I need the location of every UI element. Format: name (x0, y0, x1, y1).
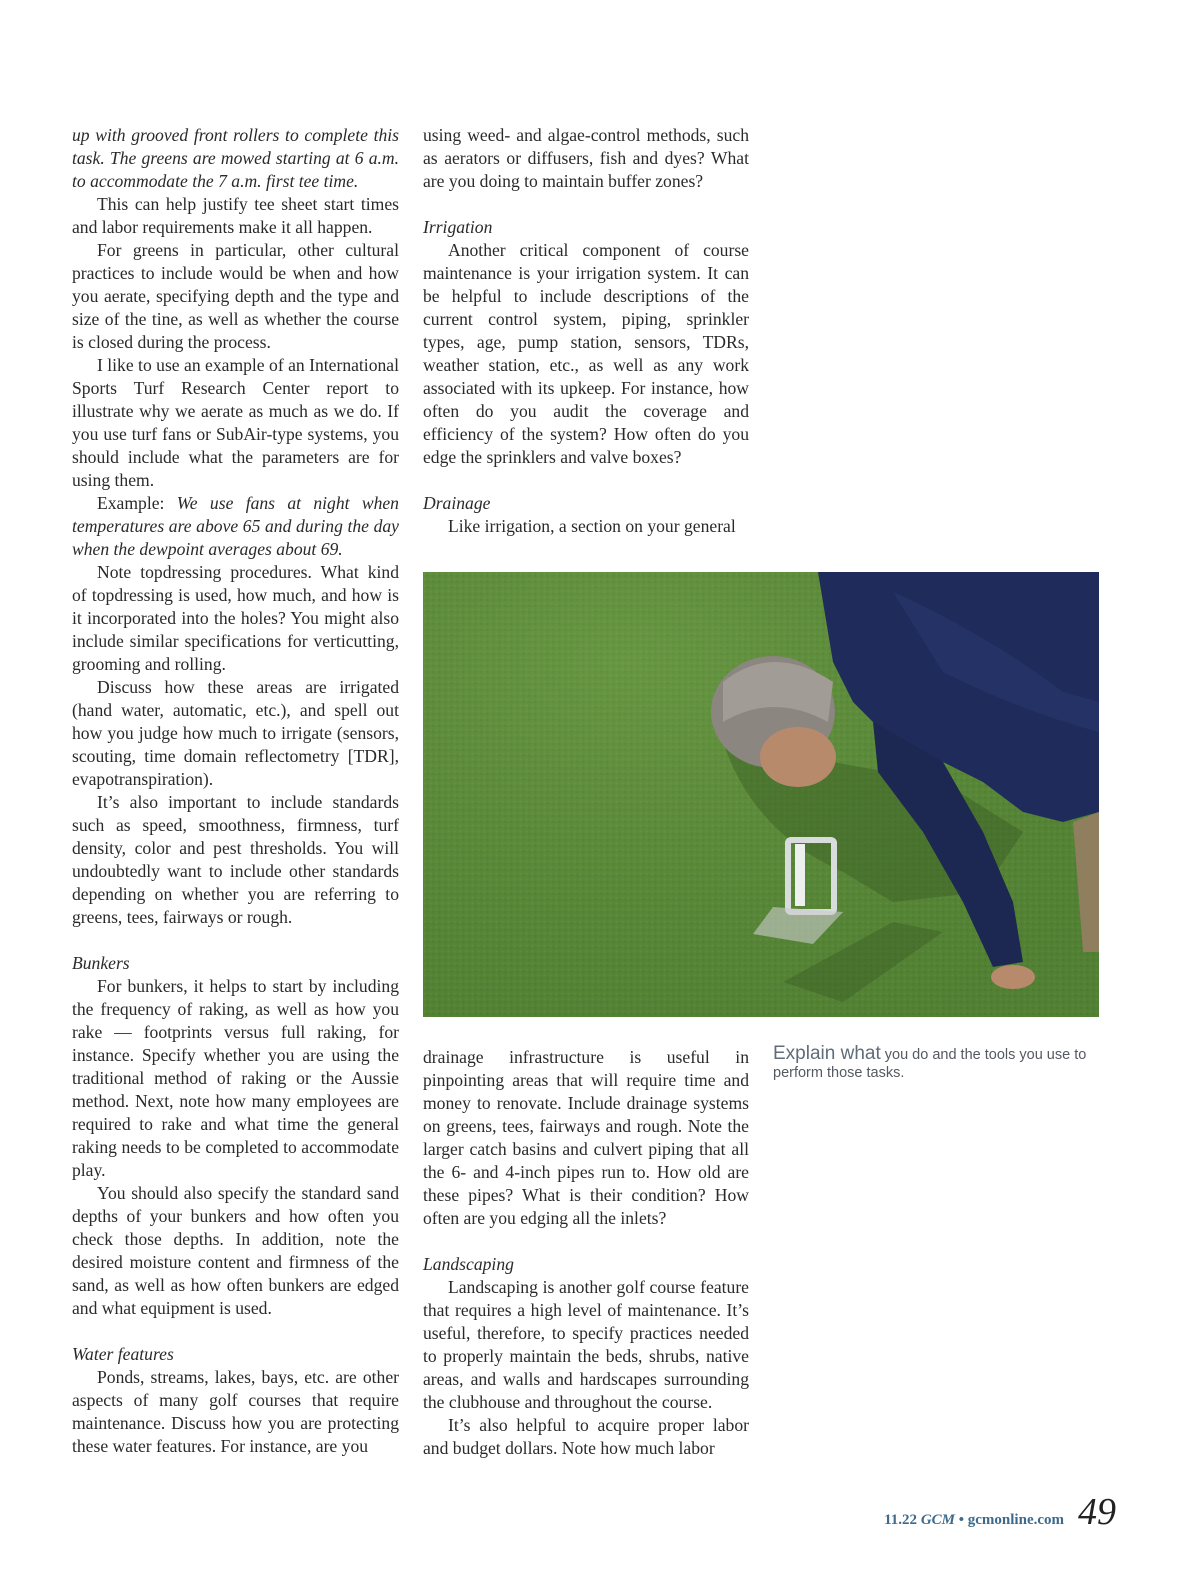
paragraph: It’s also important to include standards such as speed, smoothness, firmness, turf density, color and pest thresholds. You will undoubtedly want to include other standards depending on whether you are referring to greens, tees, fairways or rough. (72, 792, 399, 927)
issue-date: 11.22 (884, 1512, 921, 1528)
paragraph: Note topdressing procedures. What kind of topdressing is used, how much, and how is it incorporated into the holes? You might also include similar specifications for verticutting, grooming and rolling. (72, 562, 399, 674)
paragraph: using weed- and algae-control methods, such as aerators or diffusers, fish and dyes? What are you doing to maintain buffer zones? (423, 125, 749, 191)
article-column-1 (72, 124, 399, 1458)
paragraph: drainage infrastructure is useful in pinpointing areas that will require time and money to renovate. Include drainage systems on greens, tees, fairways and rough. Note the larger catch basins and culvert piping that all the 6- and 4-inch pipes run to. How old are these pipes? What is their condition? How often are you edging all the inlets? (423, 1047, 749, 1228)
article-column-2 (423, 124, 749, 538)
footer-folio (884, 1512, 1064, 1529)
photo-caption (773, 1045, 1093, 1082)
paragraph: For greens in particular, other cultural practices to include would be when and how you aerate, specifying depth and the type and size of the tine, as well as whether the course is closed during the process. (72, 240, 399, 352)
section-heading-drainage: Drainage (423, 493, 491, 513)
page-footer (884, 1490, 1116, 1534)
paragraph: Like irrigation, a section on your general (448, 516, 736, 536)
caption-lead: Explain what (773, 1043, 881, 1064)
example-label: Example: (97, 493, 177, 513)
article-column-3 (423, 1046, 749, 1460)
caption-text: you do and the tools you use to perform those tasks. (773, 1047, 1087, 1081)
paragraph: I like to use an example of an International Sports Turf Research Center report to illustrate why we aerate as much as we do. If you use turf fans or SubAir-type systems, you should include what the parameters are for using them. (72, 355, 399, 490)
paragraph: Ponds, streams, lakes, bays, etc. are other aspects of many golf courses that require maintenance. Discuss how you are protecting these water features. For instance, are you (72, 1367, 399, 1456)
paragraph: You should also specify the standard sand depths of your bunkers and how often you check those depths. In addition, note the desired moisture content and firmness of the sand, as well as how often bunkers are edged and what equipment is used. (72, 1183, 399, 1318)
example-text: We use fans at night when temperatures are above 65 and during the day when the dewpoint averages about 69. (72, 493, 399, 559)
paragraph: This can help justify tee sheet start times and labor requirements make it all happen. (72, 194, 399, 237)
paragraph: Another critical component of course maintenance is your irrigation system. It can be helpful to include descriptions of the current control system, piping, sprinkler types, age, pump station, sensors, TDRs, weather station, etc., as well as any work associated with its upkeep. For instance, how often do you audit the coverage and efficiency of the system? How often do you edge the sprinklers and valve boxes? (423, 240, 749, 467)
turf-photo-illustration (423, 572, 1099, 1017)
paragraph: Discuss how these areas are irrigated (hand water, automatic, etc.), and spell out how you judge how much to irrigate (sensors, scouting, time domain reflectometry [TDR], evapotranspiration). (72, 677, 399, 789)
footer-separator: • (955, 1512, 968, 1528)
paragraph: up with grooved front rollers to complete this task. The greens are mowed starting at 6 a.m. to accommodate the 7 a.m. first tee time. (72, 125, 399, 191)
website: gcmonline.com (967, 1512, 1064, 1528)
paragraph (72, 492, 399, 561)
paragraph: Landscaping is another golf course feature that requires a high level of maintenance. It’s useful, therefore, to specify practices needed to properly maintain the beds, shrubs, native areas, and walls and hardscapes surrounding the clubhouse and throughout the course. (423, 1277, 749, 1412)
paragraph: For bunkers, it helps to start by including the frequency of raking, as well as how you rake — footprints versus full raking, for instance. Specify whether you are using the traditional method of raking or the Aussie method. Next, note how many employees are required to rake and what time the general raking needs to be completed to accommodate play. (72, 976, 399, 1180)
section-heading-bunkers: Bunkers (72, 953, 130, 973)
page-number: 49 (1078, 1491, 1116, 1533)
turf-inspection-photo (423, 572, 1099, 1017)
section-heading-irrigation: Irrigation (423, 217, 493, 237)
magazine-name: GCM (920, 1512, 955, 1528)
section-heading-water-features: Water features (72, 1344, 174, 1364)
section-heading-landscaping: Landscaping (423, 1254, 514, 1274)
paragraph: It’s also helpful to acquire proper labor and budget dollars. Note how much labor (423, 1415, 749, 1458)
